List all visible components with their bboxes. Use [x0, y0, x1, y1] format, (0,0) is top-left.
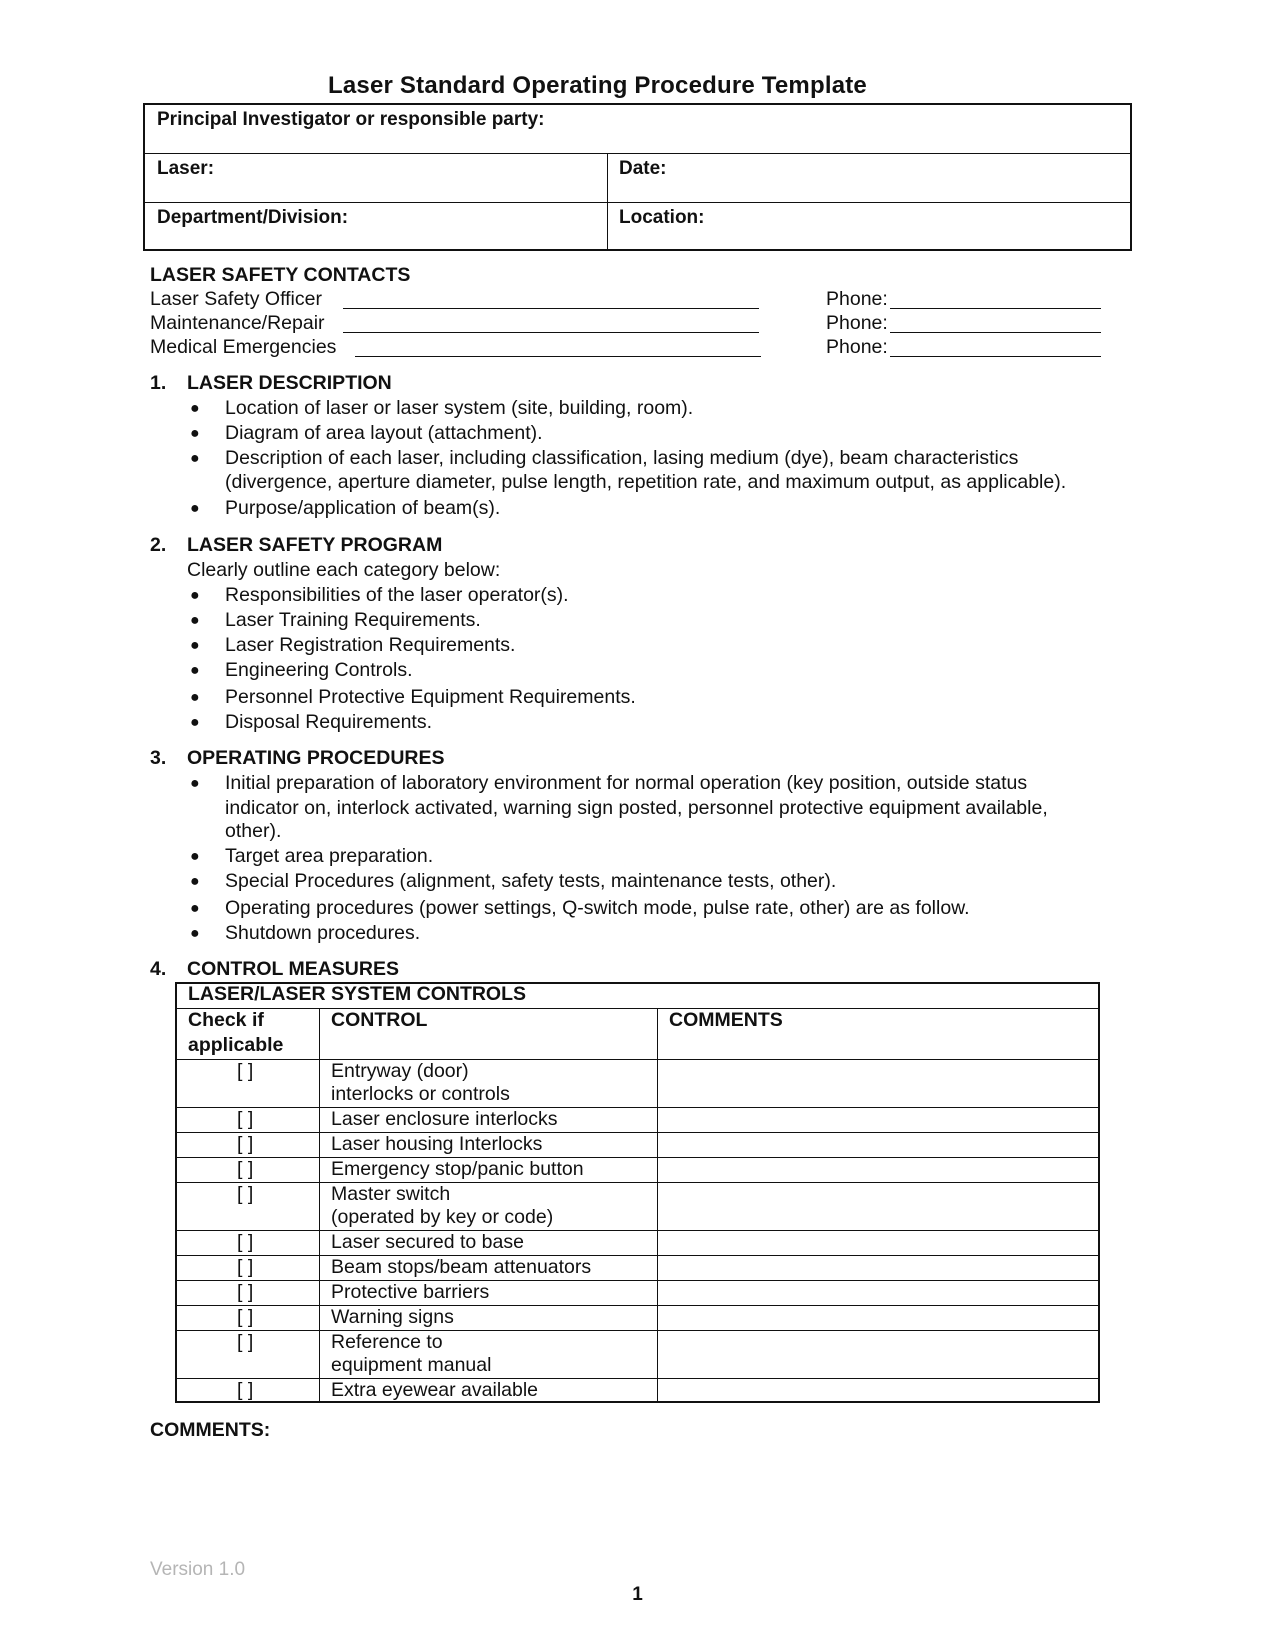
bullet-dot: ●	[190, 900, 200, 917]
section-1-heading: LASER DESCRIPTION	[187, 372, 392, 394]
section-2-item-6: Disposal Requirements.	[225, 711, 433, 733]
page-number: 1	[632, 1584, 643, 1605]
section-1-item-3: Description of each laser, including classification, lasing medium (dye), beam characteristics	[225, 447, 1019, 469]
bullet-dot: ●	[190, 689, 200, 706]
checkbox-secured-base[interactable]: [ ]	[237, 1231, 254, 1253]
bullet-dot: ●	[190, 714, 200, 731]
principal-row	[145, 105, 1130, 154]
checkbox-barriers[interactable]: [ ]	[237, 1281, 254, 1303]
section-1-item-2: Diagram of area layout (attachment).	[225, 422, 543, 444]
section-2-item-2: Laser Training Requirements.	[225, 609, 481, 631]
checkbox-master-switch[interactable]: [ ]	[237, 1183, 254, 1205]
section-2-item-1: Responsibilities of the laser operator(s).	[225, 584, 569, 606]
bullet-dot: ●	[190, 400, 200, 417]
section-2-item-4: Engineering Controls.	[225, 659, 413, 681]
contact-line-maintenance	[343, 332, 759, 333]
table-rule	[177, 1280, 1098, 1281]
col-control-header: CONTROL	[331, 1009, 428, 1031]
table-col-divider	[319, 1008, 320, 1401]
principal-label: Principal Investigator or responsible party:	[157, 109, 545, 130]
bullet-dot: ●	[190, 587, 200, 604]
control-measures-table	[175, 982, 1100, 1403]
table-rule	[177, 1230, 1098, 1231]
contact-label-maintenance: Maintenance/Repair	[150, 312, 325, 334]
control-manual: Reference to	[331, 1331, 443, 1353]
location-label: Location:	[619, 207, 705, 228]
checkbox-manual[interactable]: [ ]	[237, 1331, 254, 1353]
section-1-item-4: Purpose/application of beam(s).	[225, 497, 501, 519]
control-beam-stops: Beam stops/beam attenuators	[331, 1256, 592, 1278]
bullet-dot: ●	[190, 612, 200, 629]
bullet-dot: ●	[190, 775, 200, 792]
control-eyewear: Extra eyewear available	[331, 1379, 539, 1401]
contact-line-lso	[343, 308, 759, 309]
phone-line-maintenance	[890, 332, 1101, 333]
control-barriers: Protective barriers	[331, 1281, 490, 1303]
contacts-heading: LASER SAFETY CONTACTS	[150, 264, 411, 286]
section-1-item-1: Location of laser or laser system (site, building, room).	[225, 397, 694, 419]
table-rule	[177, 1107, 1098, 1108]
section-2-item-3: Laser Registration Requirements.	[225, 634, 516, 656]
section-2-item-5: Personnel Protective Equipment Requirements.	[225, 686, 636, 708]
control-enclosure: Laser enclosure interlocks	[331, 1108, 558, 1130]
control-secured-base: Laser secured to base	[331, 1231, 524, 1253]
section-3-item-1-cont2: other).	[225, 820, 282, 842]
table-rule	[177, 1132, 1098, 1133]
contact-phone-lso: Phone:	[826, 288, 888, 310]
section-4-heading: CONTROL MEASURES	[187, 958, 399, 980]
bullet-dot: ●	[190, 637, 200, 654]
control-master-switch: Master switch	[331, 1183, 451, 1205]
section-2-heading: LASER SAFETY PROGRAM	[187, 534, 443, 556]
checkbox-eyewear[interactable]: [ ]	[237, 1379, 254, 1401]
control-table-title: LASER/LASER SYSTEM CONTROLS	[188, 983, 527, 1005]
control-entryway: Entryway (door)	[331, 1060, 469, 1082]
section-1-item-3-cont: (divergence, aperture diameter, pulse length, repetition rate, and maximum output, as applicable).	[225, 471, 1067, 493]
section-3-item-3: Special Procedures (alignment, safety tests, maintenance tests, other).	[225, 870, 837, 892]
contact-phone-medical: Phone:	[826, 336, 888, 358]
section-3-item-1: Initial preparation of laboratory environment for normal operation (key position, outside status	[225, 772, 1028, 794]
section-3-heading: OPERATING PROCEDURES	[187, 747, 445, 769]
version-label: Version 1.0	[150, 1559, 246, 1580]
col-comments-header: COMMENTS	[669, 1009, 783, 1031]
laser-label: Laser:	[157, 158, 215, 179]
control-master-switch-cont: (operated by key or code)	[331, 1206, 554, 1228]
department-location-row	[145, 203, 1130, 251]
section-2-intro: Clearly outline each category below:	[187, 559, 501, 581]
document-title: Laser Standard Operating Procedure Template	[328, 72, 867, 99]
table-rule	[177, 1378, 1098, 1379]
table-rule	[177, 1182, 1098, 1183]
checkbox-emergency-stop[interactable]: [ ]	[237, 1158, 254, 1180]
header-divider	[607, 154, 608, 249]
bullet-dot: ●	[190, 500, 200, 517]
checkbox-housing[interactable]: [ ]	[237, 1133, 254, 1155]
table-rule	[177, 1008, 1098, 1009]
section-3-item-4: Operating procedures (power settings, Q-switch mode, pulse rate, other) are as follow.	[225, 897, 970, 919]
table-rule	[177, 1157, 1098, 1158]
laser-date-row	[145, 154, 1130, 203]
contact-line-medical	[355, 356, 761, 357]
section-1-number: 1.	[150, 372, 167, 394]
control-housing: Laser housing Interlocks	[331, 1133, 543, 1155]
table-rule	[177, 1059, 1098, 1060]
bullet-dot: ●	[190, 848, 200, 865]
control-warning-signs: Warning signs	[331, 1306, 454, 1328]
bullet-dot: ●	[190, 873, 200, 890]
section-3-number: 3.	[150, 747, 167, 769]
bullet-dot: ●	[190, 662, 200, 679]
col-check-header-1: Check if	[188, 1009, 264, 1031]
checkbox-warning-signs[interactable]: [ ]	[237, 1306, 254, 1328]
control-manual-cont: equipment manual	[331, 1354, 492, 1376]
checkbox-entryway[interactable]: [ ]	[237, 1060, 254, 1082]
control-emergency-stop: Emergency stop/panic button	[331, 1158, 584, 1180]
checkbox-enclosure[interactable]: [ ]	[237, 1108, 254, 1130]
table-rule	[177, 1305, 1098, 1306]
section-4-number: 4.	[150, 958, 167, 980]
contact-phone-maintenance: Phone:	[826, 312, 888, 334]
checkbox-beam-stops[interactable]: [ ]	[237, 1256, 254, 1278]
section-2-number: 2.	[150, 534, 167, 556]
table-rule	[177, 1255, 1098, 1256]
phone-line-medical	[890, 356, 1101, 357]
contact-label-medical: Medical Emergencies	[150, 336, 337, 358]
section-3-item-1-cont: indicator on, interlock activated, warning sign posted, personnel protective equipment available,	[225, 797, 1048, 819]
col-check-header-2: applicable	[188, 1034, 284, 1056]
section-3-item-2: Target area preparation.	[225, 845, 434, 867]
department-label: Department/Division:	[157, 207, 349, 228]
date-label: Date:	[619, 158, 667, 179]
contact-label-lso: Laser Safety Officer	[150, 288, 322, 310]
table-col-divider	[657, 1008, 658, 1401]
phone-line-lso	[890, 308, 1101, 309]
section-3-item-5: Shutdown procedures.	[225, 922, 421, 944]
bullet-dot: ●	[190, 425, 200, 442]
bullet-dot: ●	[190, 450, 200, 467]
table-rule	[177, 1330, 1098, 1331]
comments-label: COMMENTS:	[150, 1419, 271, 1441]
control-entryway-cont: interlocks or controls	[331, 1083, 510, 1105]
header-info-table	[143, 103, 1132, 251]
bullet-dot: ●	[190, 925, 200, 942]
